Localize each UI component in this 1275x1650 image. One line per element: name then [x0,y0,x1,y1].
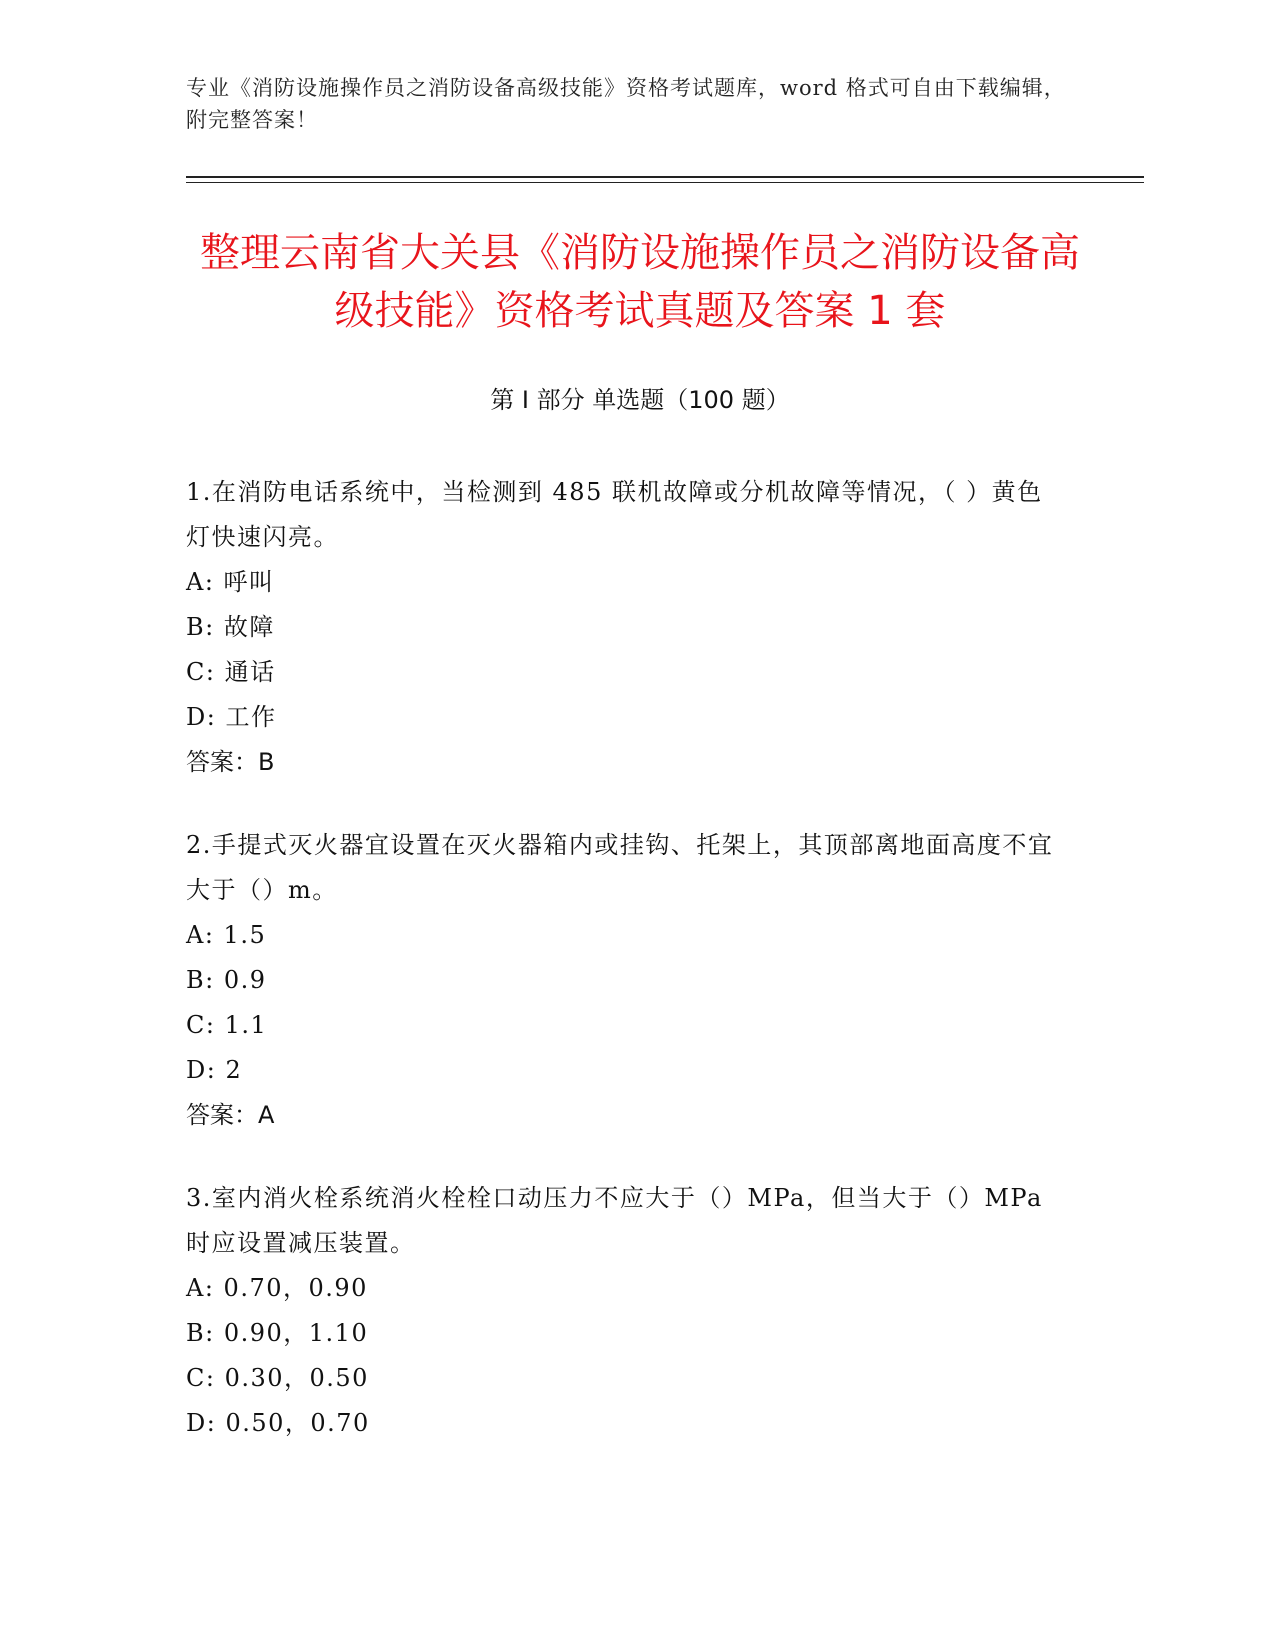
option-b: B: 0.90，1.10 [186,1319,369,1347]
option-d: D: 2 [186,1056,243,1084]
option-c: C: 通话 [186,658,276,686]
option-b: B: 0.9 [186,966,267,994]
question-stem: 3.室内消火栓系统消火栓栓口动压力不应大于（）MPa，但当大于（）MPa 时应设置减压装置。 [186,1184,1043,1257]
header-note: 专业《消防设施操作员之消防设备高级技能》资格考试题库，word 格式可自由下载编辑，附完整答案！ [186,76,1066,132]
answer-line: 答案：B [186,748,275,776]
option-d: D: 0.50，0.70 [186,1409,370,1437]
option-d: D: 工作 [186,703,277,731]
header-divider-thick [186,176,1144,178]
option-a: A: 1.5 [186,921,267,949]
question-2 [186,823,1066,1138]
answer-line: 答案：A [186,1101,275,1129]
question-list [186,470,1066,1484]
option-b: B: 故障 [186,613,275,641]
question-stem: 1.在消防电话系统中，当检测到 485 联机故障或分机故障等情况，（ ）黄色灯快速闪亮。 [186,478,1043,551]
header-divider-thin [186,182,1144,183]
question-stem: 2.手提式灭火器宜设置在灭火器箱内或挂钩、托架上，其顶部离地面高度不宜大于（）m。 [186,831,1054,904]
section-heading: 第 I 部分 单选题（100 题） [490,386,790,414]
option-a: A: 呼叫 [186,568,275,596]
question-3 [186,1176,1066,1446]
question-1 [186,470,1066,785]
option-c: C: 1.1 [186,1011,268,1039]
option-a: A: 0.70，0.90 [186,1274,368,1302]
document-title: 整理云南省大关县《消防设施操作员之消防设备高级技能》资格考试真题及答案 1 套 [200,230,1080,334]
option-c: C: 0.30，0.50 [186,1364,369,1392]
